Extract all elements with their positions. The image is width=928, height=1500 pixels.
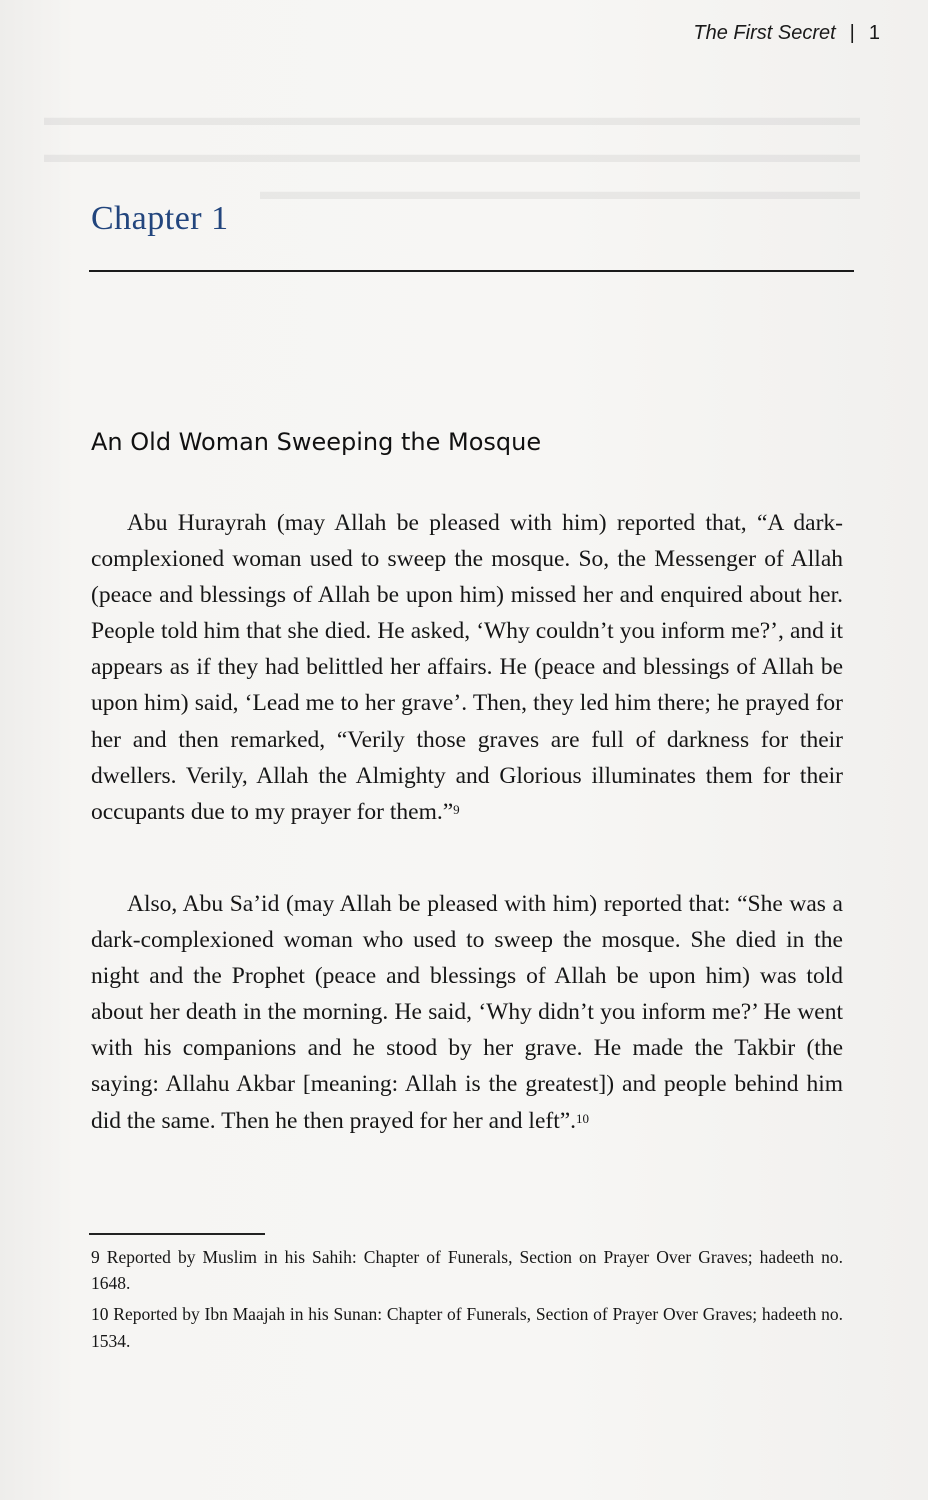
- header-separator: |: [849, 22, 855, 44]
- running-header: [693, 22, 880, 45]
- running-title: The First Secret: [693, 22, 836, 44]
- reverse-side-bleed-through: ▬▬▬▬▬▬▬▬▬▬▬▬▬▬▬▬▬▬▬▬▬▬▬▬▬▬▬▬▬▬▬▬▬▬ ▬▬▬▬▬▬▬▬▬▬▬▬▬▬▬▬▬▬▬▬▬▬▬▬▬▬▬▬▬▬▬▬▬▬ ▬▬▬▬▬▬▬▬▬▬▬▬▬▬▬▬▬▬▬▬▬▬▬▬▬: [44, 105, 860, 205]
- chapter-title: Chapter 1: [91, 200, 229, 237]
- footnote: 10 Reported by Ibn Maajah in his Sunan: Chapter of Funerals, Section of Prayer Over Graves; hadeeth no. 1534.: [91, 1304, 843, 1351]
- paragraph-text: Also, Abu Sa’id (may Allah be pleased with him) reported that: “She was a dark-complexioned woman who used to sweep the mosque. She died in the night and the Prophet (peace and blessings of Allah be upon him) was told about her death in the morning. He said, ‘Why didn’t you inform me?’ He went with his companions and he stood by her grave. He made the Takbir (the saying: Allahu Akbar [meaning: Allah is the greatest]) and people behind him did the same. Then he then prayed for her and left”.: [91, 891, 843, 1134]
- paragraph-text: Abu Hurayrah (may Allah be pleased with him) reported that, “A dark-complexioned woman used to sweep the mosque. So, the Messenger of Allah (peace and blessings of Allah be upon him) missed her and enquired about her. People told him that she died. He asked, ‘Why couldn’t you inform me?’, and it appears as if they had belittled her affairs. He (peace and blessings of Allah be upon him) said, ‘Lead me to her grave’. Then, they led him there; he prayed for her and then remarked, “Verily those graves are full of darkness for their dwellers. Verily, Allah the Almighty and Glorious illuminates them for their occupants due to my prayer for them.”: [91, 510, 843, 825]
- body-paragraph: [91, 505, 843, 830]
- section-heading: An Old Woman Sweeping the Mosque: [91, 428, 542, 456]
- footnote-divider: [89, 1233, 265, 1235]
- body-paragraph: [91, 886, 843, 1139]
- page-number: 1: [868, 22, 880, 44]
- chapter-divider: [89, 270, 854, 272]
- footnotes: [91, 1244, 843, 1359]
- footnote-reference: 9: [453, 801, 460, 817]
- footnote-reference: 10: [576, 1110, 590, 1126]
- footnote: 9 Reported by Muslim in his Sahih: Chapter of Funerals, Section on Prayer Over Graves; hadeeth no. 1648.: [91, 1247, 843, 1294]
